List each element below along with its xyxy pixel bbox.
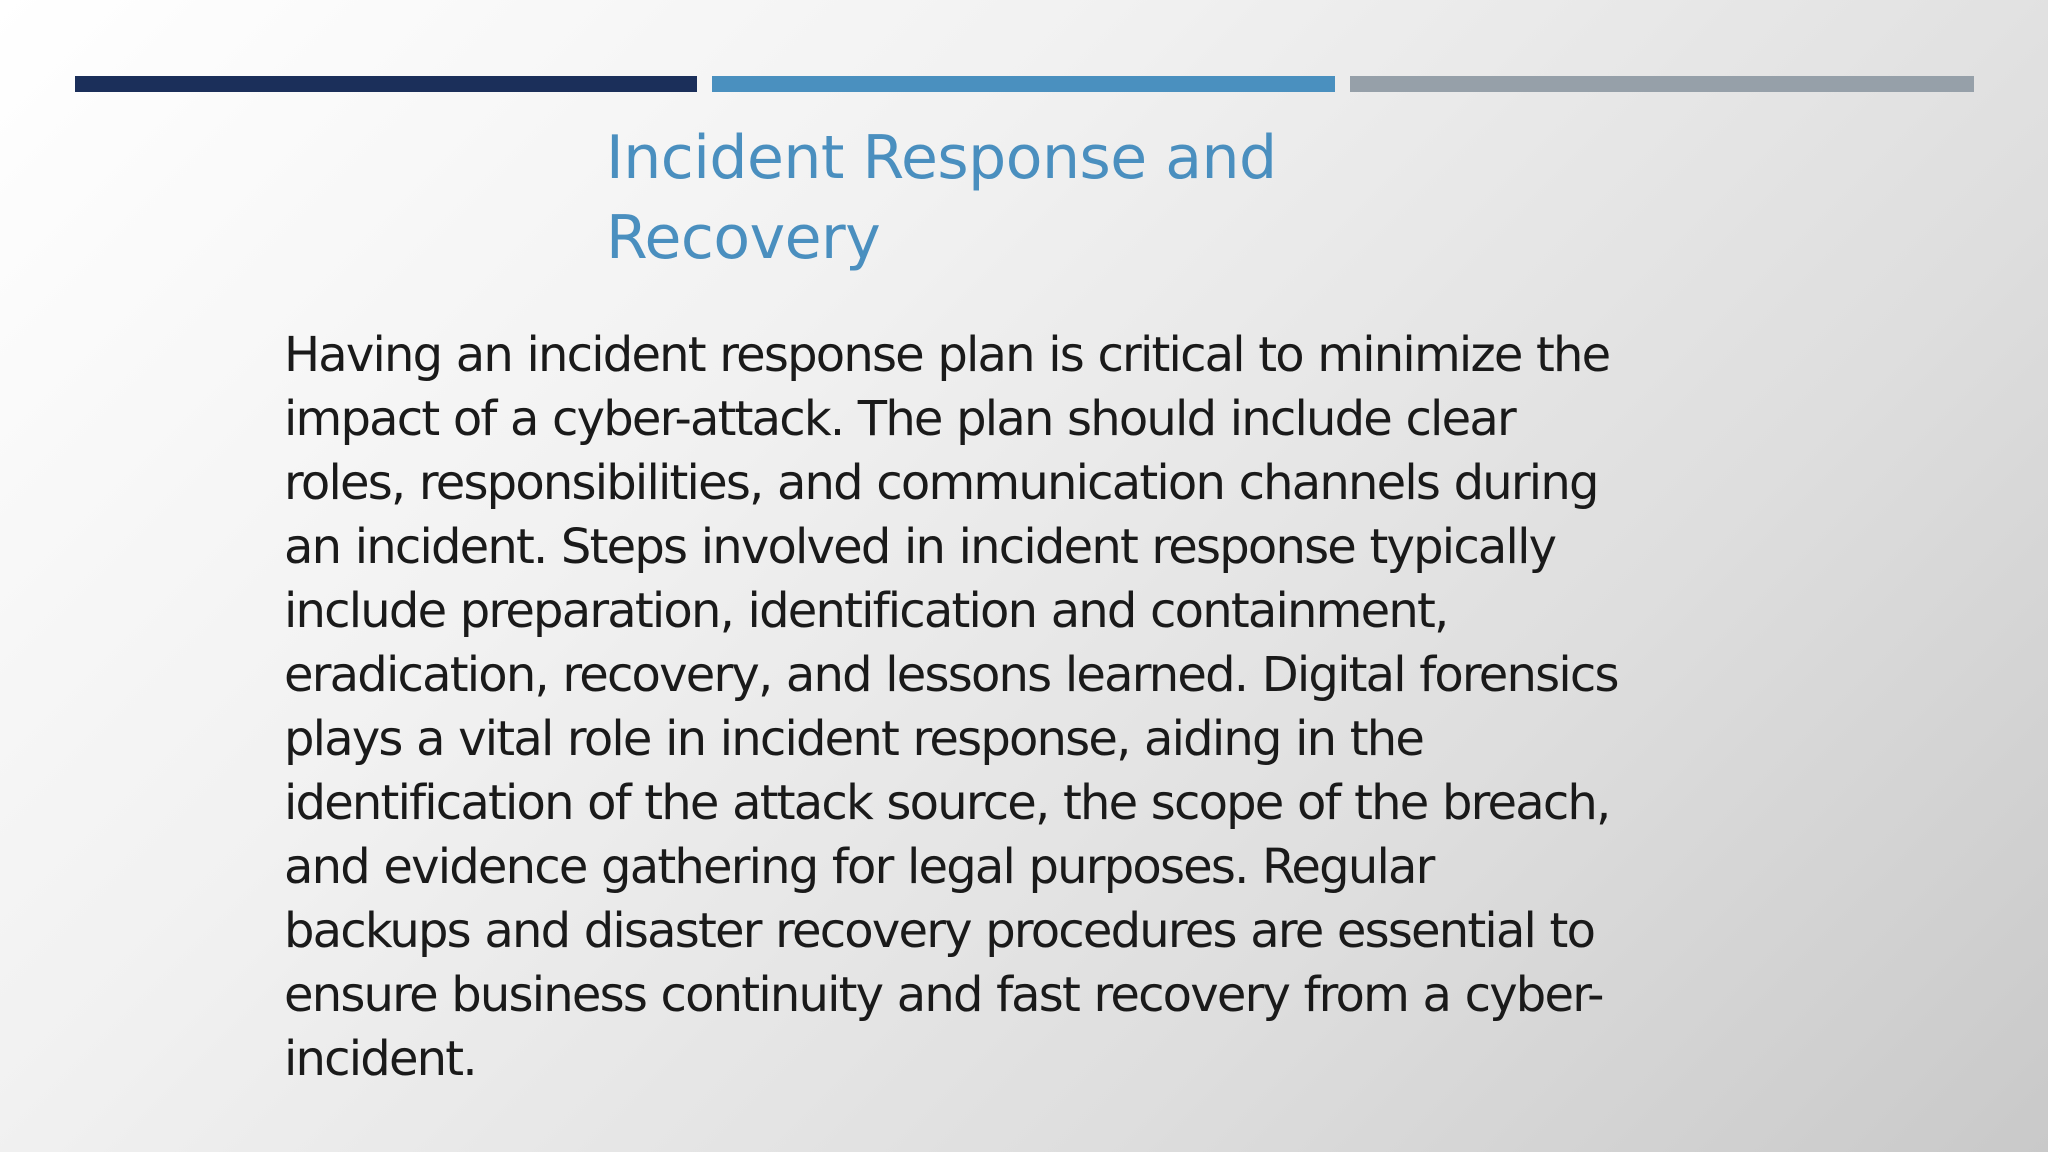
- body-line: incident.: [284, 1031, 476, 1087]
- body-line: include preparation, identification and containment,: [284, 583, 1448, 639]
- body-line: an incident. Steps involved in incident response typically: [284, 519, 1556, 575]
- slide-title-line: Incident Response and: [606, 123, 1277, 193]
- accent-bar-blue: [712, 76, 1335, 92]
- body-line: and evidence gathering for legal purposes. Regular: [284, 839, 1434, 895]
- body-line: identification of the attack source, the scope of the breach,: [284, 775, 1610, 831]
- accent-bar-navy: [75, 76, 697, 92]
- slide-title-line: Recovery: [606, 203, 881, 273]
- body-line: eradication, recovery, and lessons learned. Digital forensics: [284, 647, 1618, 703]
- body-line: impact of a cyber-attack. The plan should include clear: [284, 391, 1515, 447]
- body-line: ensure business continuity and fast recovery from a cyber-: [284, 967, 1603, 1023]
- slide-body-text: [284, 323, 1784, 1091]
- slide-title: [606, 118, 1366, 278]
- accent-bar-gray: [1350, 76, 1974, 92]
- body-line: plays a vital role in incident response, aiding in the: [284, 711, 1424, 767]
- body-line: backups and disaster recovery procedures are essential to: [284, 903, 1595, 959]
- body-line: Having an incident response plan is critical to minimize the: [284, 327, 1610, 383]
- body-line: roles, responsibilities, and communication channels during: [284, 455, 1598, 511]
